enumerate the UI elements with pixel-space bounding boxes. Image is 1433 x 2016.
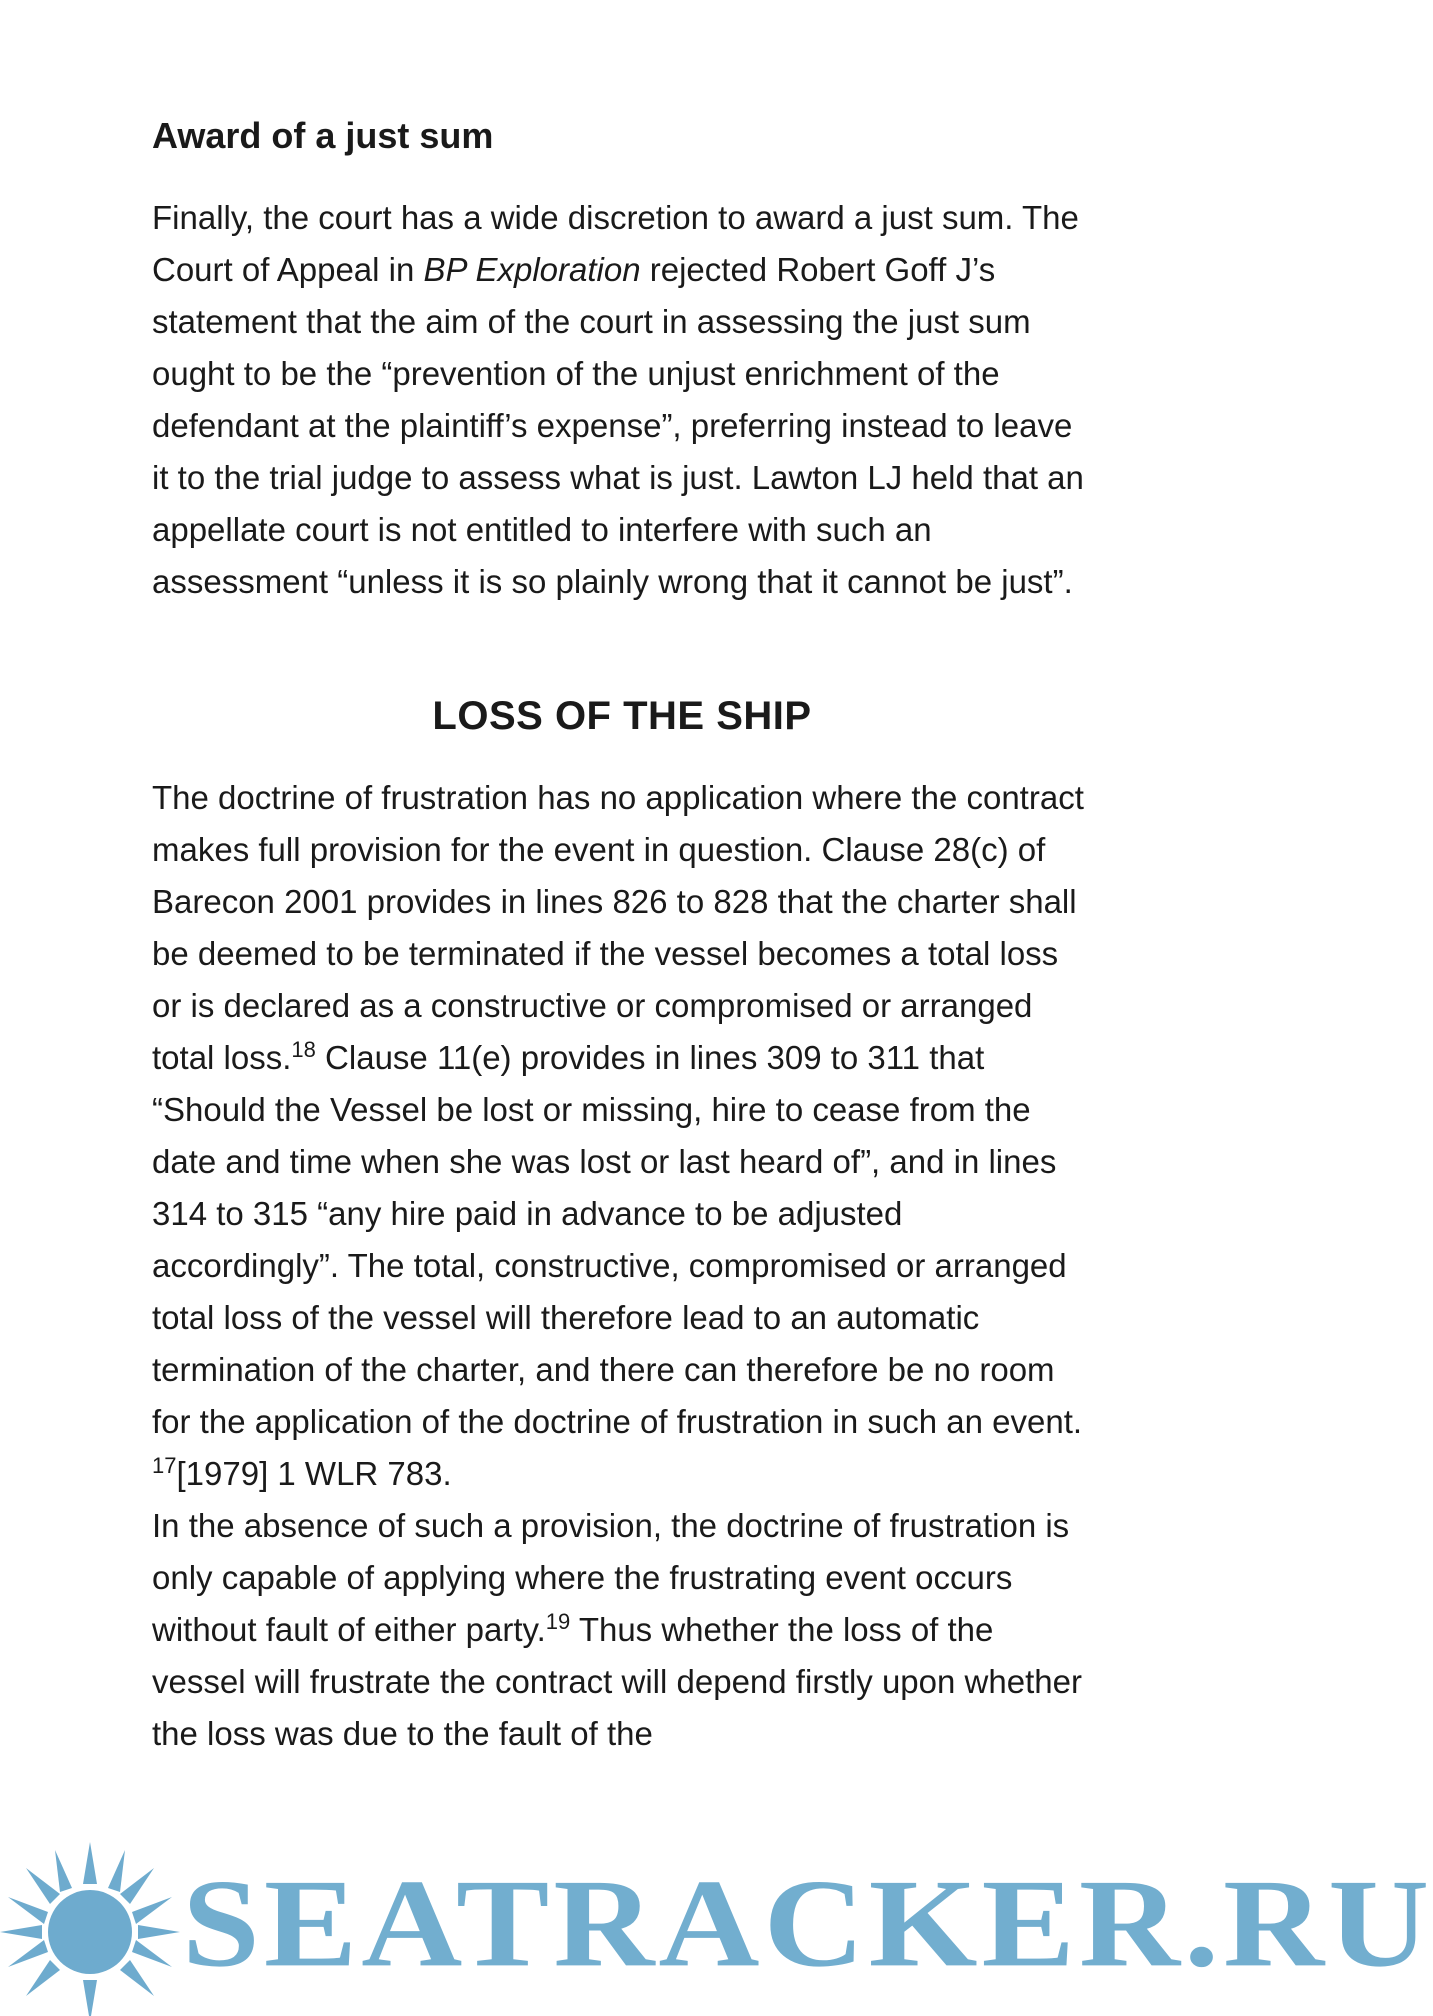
paragraph-absence-of-provision — [152, 1500, 1092, 1760]
case-name-italic: BP Exploration — [423, 251, 641, 288]
footnote-text: [1979] 1 WLR 783. — [176, 1455, 452, 1492]
text-run: rejected Robert Goff J’s statement that the aim of the court in assessing the just sum ought to be the “prevention of the unjust enrichment of the defendant at the plaintiff’s expense”, preferring instead to leave it to the trial judge to assess what is just. Lawton LJ held that an appellate court is not entitled to interfere with such an assessment “unless it is so plainly wrong that it cannot be just”. — [152, 251, 1084, 600]
footnote-ref-19[interactable]: 19 — [545, 1609, 571, 1634]
watermark-text: SEATRACKER.RU — [182, 1853, 1433, 1994]
footnote-ref-18[interactable]: 18 — [291, 1037, 316, 1062]
paragraph-frustration — [152, 772, 1092, 1448]
text-run: The doctrine of frustration has no application where the contract makes full provision for the event in question. Clause 28(c) of Barecon 2001 provides in lines 826 to 828 that the charter shall be deemed to be terminated if the vessel becomes a total loss or is declared as a constructive or compromised or arranged total loss. — [152, 779, 1084, 1076]
footnote-17 — [152, 1448, 1092, 1500]
document-page — [152, 110, 1092, 1760]
text-run: Clause 11(e) provides in lines 309 to 311 that “Should the Vessel be lost or missing, hire to cease from the date and time when she was lost or last heard of”, and in lines 314 to 315 “any hire paid in advance to be adjusted accordingly”. The total, constructive, compromised or arranged total loss of the vessel will therefore lead to an automatic termination of the charter, and there can therefore be no room for the application of the doctrine of frustration in such an event. — [152, 1039, 1083, 1440]
text-run: Thus whether the loss of the vessel will frustrate the contract will depend firstly upon whether the loss was due to the fault of the — [152, 1611, 1082, 1752]
paragraph-just-sum — [152, 192, 1092, 608]
footnote-number: 17 — [152, 1453, 177, 1478]
text-run: Finally, the court has a wide discretion to award a just sum. The Court of Appeal in — [152, 199, 1079, 288]
watermark — [0, 1832, 1433, 2016]
text-run: In the absence of such a provision, the doctrine of frustration is only capable of applying where the frustrating event occurs without fault of either party. — [152, 1507, 1070, 1648]
section-heading: Award of a just sum — [152, 115, 494, 156]
sun-icon — [0, 1832, 200, 2016]
chapter-title: LOSS OF THE SHIP — [432, 694, 812, 738]
